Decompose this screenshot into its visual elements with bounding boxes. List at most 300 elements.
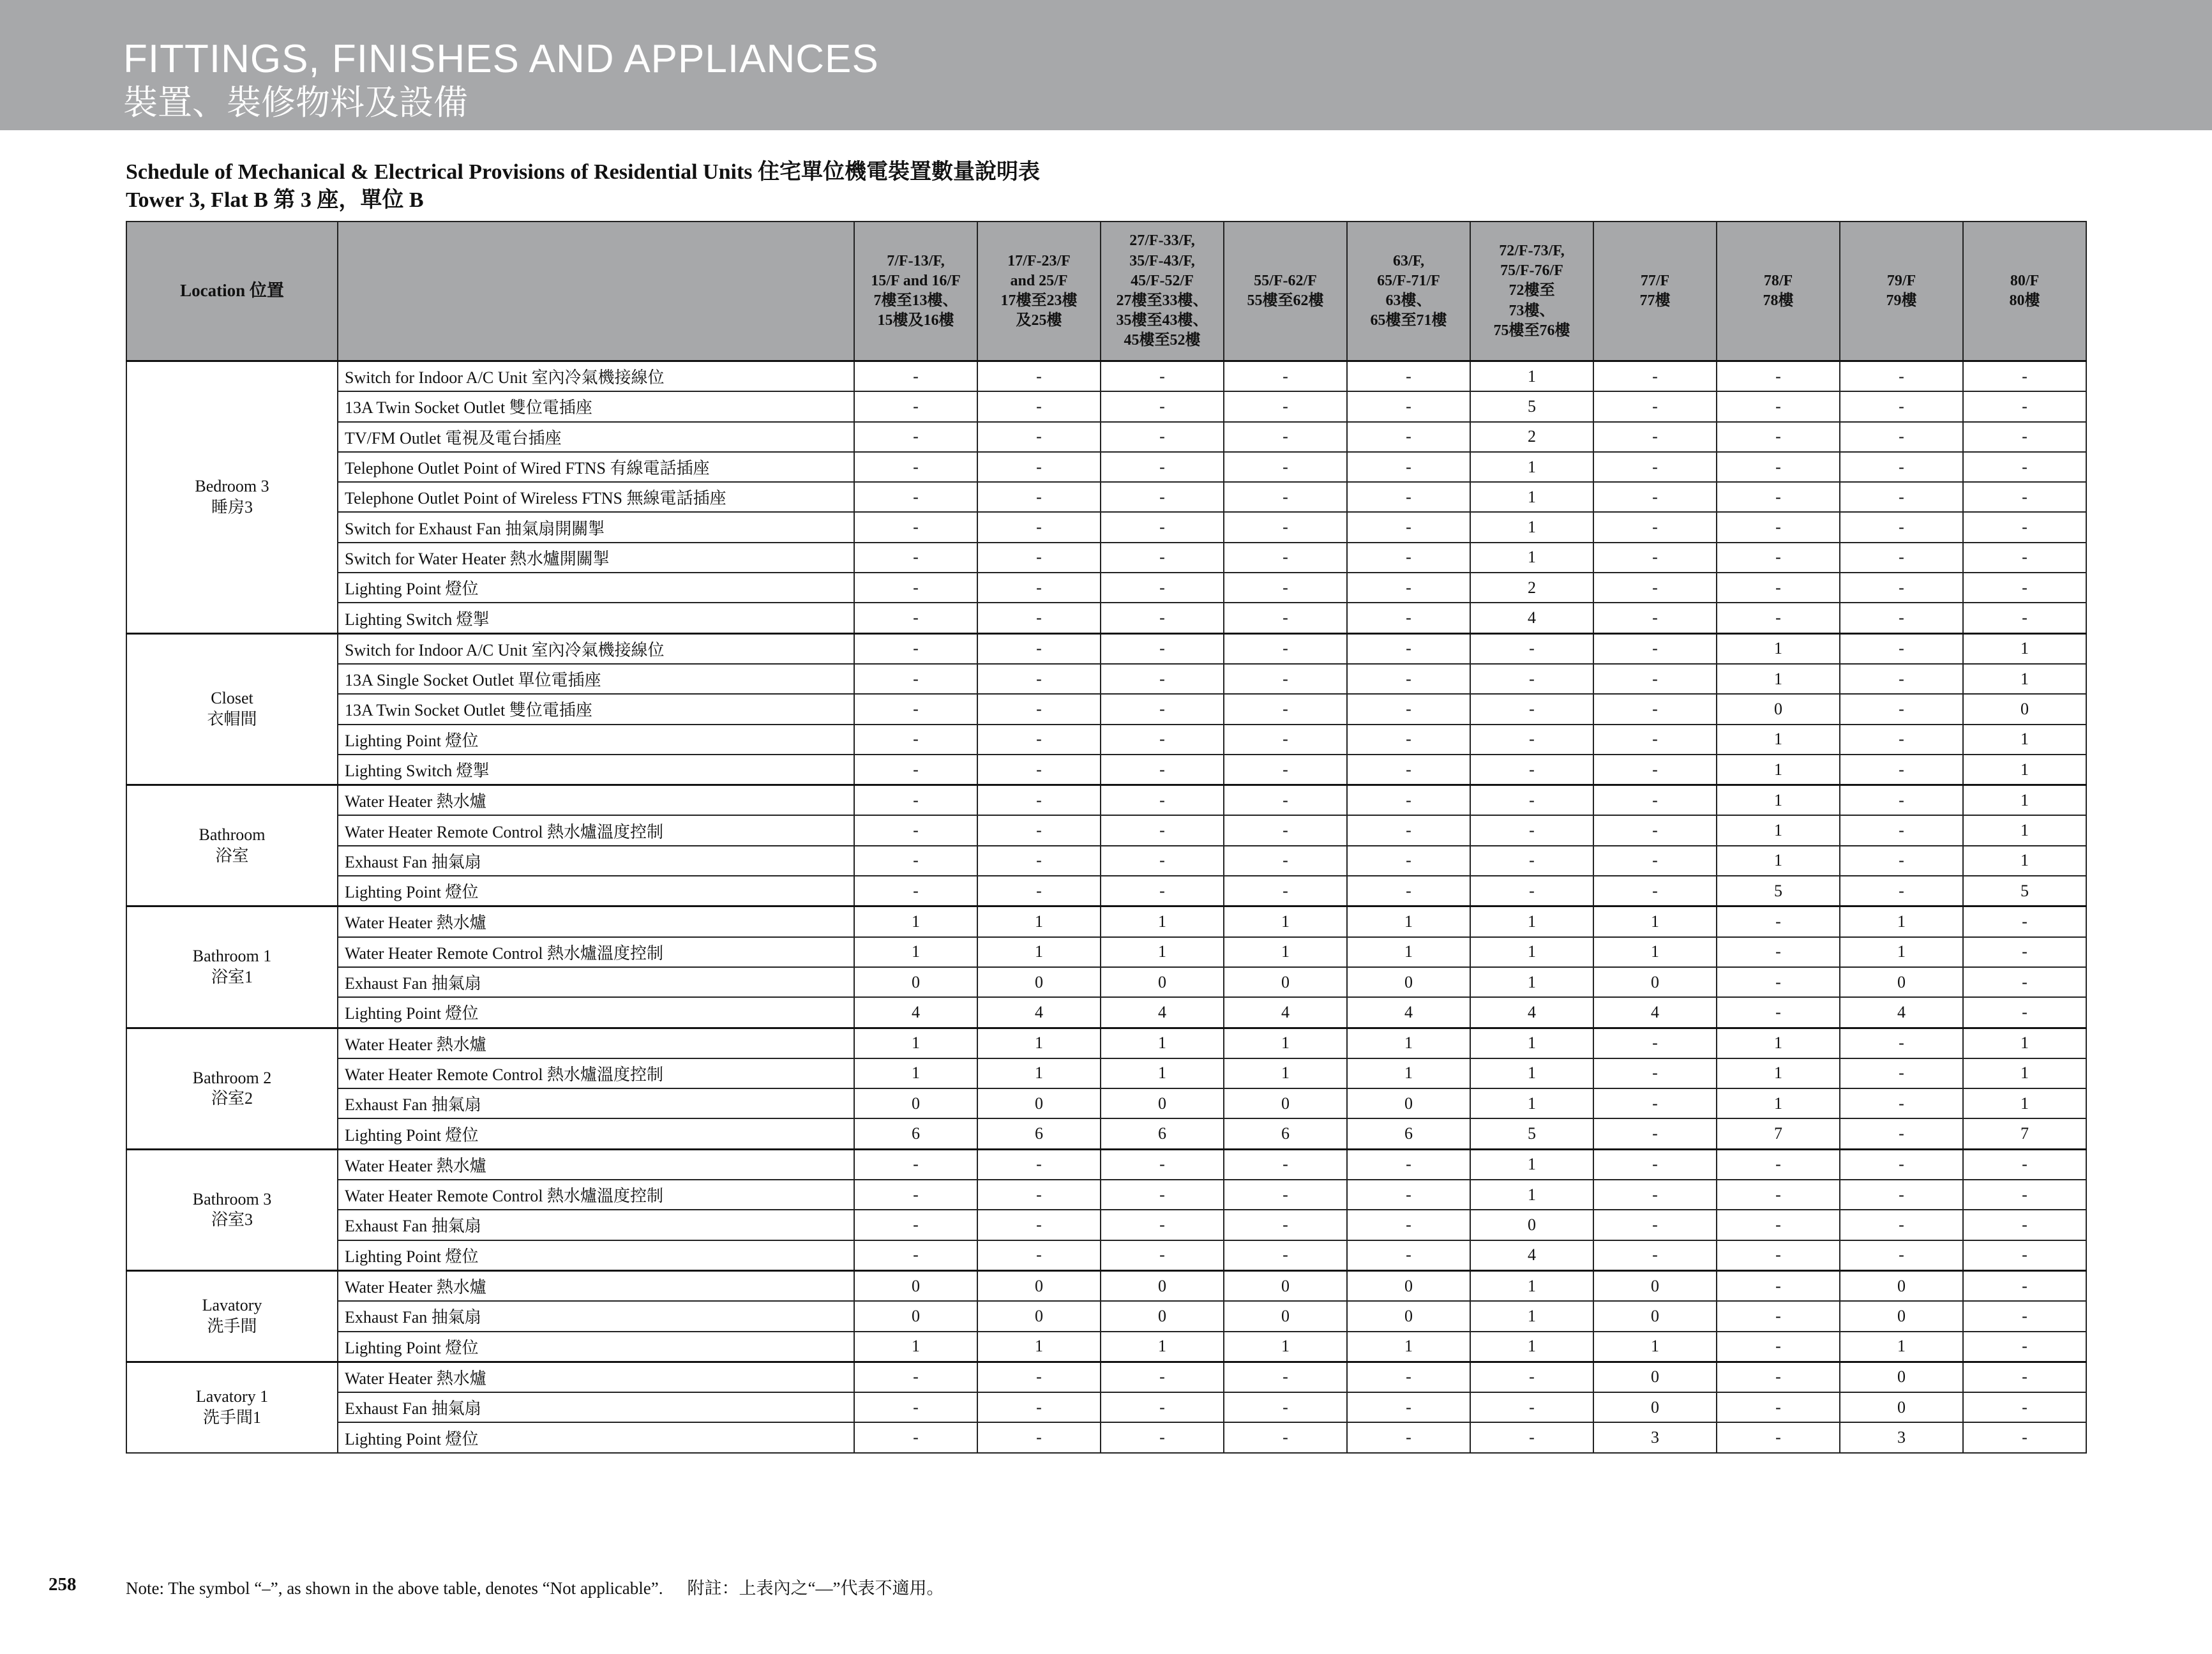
- room-label-line: Bedroom 3: [195, 477, 269, 496]
- quantity-cell: -: [1717, 482, 1840, 512]
- quantity-cell: 1: [1717, 1028, 1840, 1058]
- quantity-cell: -: [1963, 997, 2086, 1028]
- quantity-cell: 4: [1470, 603, 1593, 633]
- floor-header-line: 7/F-13/F,: [887, 252, 945, 269]
- quantity-cell: -: [1347, 1392, 1470, 1422]
- quantity-cell: 1: [977, 1058, 1101, 1088]
- provision-item-cell: Water Heater Remote Control 熱水爐溫度控制: [338, 1180, 854, 1210]
- provision-item-cell: Lighting Point 燈位: [338, 725, 854, 755]
- quantity-cell: -: [1593, 482, 1717, 512]
- floor-header-line: 17樓至23樓: [1000, 292, 1078, 309]
- quantity-cell: 1: [977, 1332, 1101, 1362]
- quantity-cell: -: [1840, 725, 1963, 755]
- floor-header-line: 75/F-76/F: [1500, 262, 1563, 280]
- quantity-cell: -: [1840, 573, 1963, 603]
- quantity-cell: 0: [1470, 1210, 1593, 1240]
- quantity-cell: -: [1963, 422, 2086, 452]
- provision-item-cell: Water Heater Remote Control 熱水爐溫度控制: [338, 937, 854, 967]
- provision-item-cell: Exhaust Fan 抽氣扇: [338, 1301, 854, 1331]
- quantity-cell: -: [1470, 1362, 1593, 1392]
- quantity-cell: 1: [1101, 1058, 1224, 1088]
- quantity-cell: -: [854, 633, 977, 664]
- quantity-cell: -: [1717, 1180, 1840, 1210]
- quantity-cell: -: [1840, 1149, 1963, 1180]
- quantity-cell: -: [854, 664, 977, 694]
- table-row: [126, 1301, 2086, 1331]
- floor-header-line: 63樓、: [1385, 292, 1432, 309]
- quantity-cell: -: [1101, 1180, 1224, 1210]
- footnote: [126, 1574, 944, 1599]
- quantity-cell: 1: [1963, 1058, 2086, 1088]
- quantity-cell: -: [1347, 1149, 1470, 1180]
- room-label-line: 浴室2: [211, 1089, 253, 1108]
- room-label-line: Lavatory: [202, 1296, 262, 1315]
- provision-item-cell: Water Heater Remote Control 熱水爐溫度控制: [338, 1058, 854, 1088]
- quantity-cell: -: [854, 694, 977, 724]
- floor-header-line: and 25/F: [1010, 272, 1068, 289]
- provision-item-cell: Switch for Indoor A/C Unit 室內冷氣機接線位: [338, 633, 854, 664]
- quantity-cell: 1: [1717, 633, 1840, 664]
- provision-item-cell: Exhaust Fan 抽氣扇: [338, 846, 854, 876]
- quantity-cell: -: [1840, 664, 1963, 694]
- quantity-cell: -: [1470, 1392, 1593, 1422]
- quantity-cell: 1: [1963, 785, 2086, 816]
- room-cell: [126, 1270, 338, 1362]
- table-row: [126, 1088, 2086, 1118]
- quantity-cell: 0: [1593, 1301, 1717, 1331]
- floor-column-header: [1347, 222, 1470, 361]
- room-label-line: 浴室3: [211, 1210, 253, 1229]
- quantity-cell: -: [1347, 452, 1470, 482]
- table-row: [126, 1210, 2086, 1240]
- quantity-cell: 0: [1347, 1088, 1470, 1118]
- table-row: [126, 482, 2086, 512]
- quantity-cell: 0: [854, 1301, 977, 1331]
- quantity-cell: -: [1101, 633, 1224, 664]
- provision-item-cell: Water Heater 熱水爐: [338, 1270, 854, 1301]
- quantity-cell: -: [1717, 603, 1840, 633]
- quantity-cell: -: [1717, 1210, 1840, 1240]
- quantity-cell: -: [977, 785, 1101, 816]
- quantity-cell: -: [1224, 1149, 1347, 1180]
- quantity-cell: -: [1224, 633, 1347, 664]
- quantity-cell: -: [1717, 391, 1840, 421]
- quantity-cell: -: [1963, 1149, 2086, 1180]
- room-label-line: 浴室1: [211, 967, 253, 986]
- quantity-cell: -: [1347, 543, 1470, 573]
- schedule-title: Schedule of Mechanical & Electrical Provisions of Residential Units 住宅單位機電裝置數量說明表: [126, 160, 1041, 184]
- quantity-cell: -: [1224, 1362, 1347, 1392]
- floor-header-line: 65樓至71樓: [1370, 312, 1447, 329]
- quantity-cell: -: [977, 603, 1101, 633]
- quantity-cell: 1: [1470, 1088, 1593, 1118]
- quantity-cell: -: [1593, 1240, 1717, 1271]
- floor-header-line: 65/F-71/F: [1377, 272, 1440, 289]
- quantity-cell: 0: [1101, 967, 1224, 997]
- quantity-cell: -: [1224, 876, 1347, 906]
- quantity-cell: 0: [1593, 1392, 1717, 1422]
- quantity-cell: -: [1717, 1301, 1840, 1331]
- floor-header-line: 78/F: [1763, 272, 1793, 289]
- quantity-cell: -: [1840, 543, 1963, 573]
- quantity-cell: 4: [1593, 997, 1717, 1028]
- quantity-cell: -: [1717, 361, 1840, 392]
- floor-column-header: [1224, 222, 1347, 361]
- quantity-cell: -: [1470, 694, 1593, 724]
- quantity-cell: -: [1470, 1422, 1593, 1452]
- quantity-cell: -: [1963, 1332, 2086, 1362]
- provision-item-cell: Lighting Point 燈位: [338, 1332, 854, 1362]
- quantity-cell: -: [1224, 725, 1347, 755]
- quantity-cell: -: [1717, 1362, 1840, 1392]
- quantity-cell: 4: [1470, 1240, 1593, 1271]
- provision-item-cell: Water Heater 熱水爐: [338, 1028, 854, 1058]
- quantity-cell: -: [1593, 512, 1717, 542]
- quantity-cell: 0: [1840, 1301, 1963, 1331]
- quantity-cell: 1: [1470, 361, 1593, 392]
- footnote-zh: 附註：上表內之“—”代表不適用。: [687, 1579, 944, 1598]
- quantity-cell: 0: [977, 1270, 1101, 1301]
- quantity-cell: -: [854, 1392, 977, 1422]
- table-row: [126, 573, 2086, 603]
- table-row: [126, 1149, 2086, 1180]
- quantity-cell: -: [1347, 361, 1470, 392]
- quantity-cell: -: [1101, 391, 1224, 421]
- table-row: [126, 543, 2086, 573]
- quantity-cell: -: [1840, 694, 1963, 724]
- quantity-cell: -: [1963, 906, 2086, 937]
- quantity-cell: 0: [1224, 1301, 1347, 1331]
- quantity-cell: -: [1224, 755, 1347, 785]
- room-label-line: 洗手間: [207, 1316, 257, 1335]
- quantity-cell: -: [1470, 846, 1593, 876]
- provision-item-cell: Exhaust Fan 抽氣扇: [338, 1088, 854, 1118]
- quantity-cell: 1: [1963, 1028, 2086, 1058]
- quantity-cell: 6: [1347, 1118, 1470, 1149]
- quantity-cell: -: [1717, 997, 1840, 1028]
- banner-title-en: FITTINGS, FINISHES AND APPLIANCES: [123, 37, 879, 81]
- floor-header-line: 27樓至33樓、: [1116, 292, 1208, 309]
- quantity-cell: 0: [1593, 967, 1717, 997]
- quantity-cell: -: [1101, 1149, 1224, 1180]
- floor-header-line: 80/F: [2010, 272, 2040, 289]
- quantity-cell: 4: [977, 997, 1101, 1028]
- floor-header-line: 35/F-43/F,: [1129, 252, 1195, 269]
- room-cell: [126, 633, 338, 785]
- quantity-cell: -: [1470, 815, 1593, 845]
- quantity-cell: 1: [1963, 815, 2086, 845]
- quantity-cell: -: [854, 755, 977, 785]
- provision-item-cell: 13A Single Socket Outlet 單位電插座: [338, 664, 854, 694]
- quantity-cell: -: [977, 1362, 1101, 1392]
- quantity-cell: -: [854, 361, 977, 392]
- quantity-cell: 1: [1963, 725, 2086, 755]
- quantity-cell: -: [977, 1392, 1101, 1422]
- quantity-cell: -: [1347, 1422, 1470, 1452]
- room-cell: [126, 1028, 338, 1149]
- quantity-cell: 1: [1717, 1088, 1840, 1118]
- floor-header-line: 27/F-33/F,: [1129, 232, 1195, 250]
- floor-header-line: 72/F-73/F,: [1499, 243, 1565, 260]
- quantity-cell: -: [977, 543, 1101, 573]
- quantity-cell: -: [977, 633, 1101, 664]
- floor-column-header: [1717, 222, 1840, 361]
- quantity-cell: -: [1224, 846, 1347, 876]
- quantity-cell: 1: [854, 1028, 977, 1058]
- quantity-cell: -: [1224, 512, 1347, 542]
- quantity-cell: 1: [1347, 1028, 1470, 1058]
- quantity-cell: 1: [1470, 482, 1593, 512]
- quantity-cell: 1: [1224, 1028, 1347, 1058]
- quantity-cell: 0: [854, 967, 977, 997]
- quantity-cell: 4: [1470, 997, 1593, 1028]
- quantity-cell: -: [1224, 1210, 1347, 1240]
- provision-item-cell: Switch for Indoor A/C Unit 室內冷氣機接線位: [338, 361, 854, 392]
- quantity-cell: -: [1717, 1422, 1840, 1452]
- quantity-cell: -: [1840, 1118, 1963, 1149]
- quantity-cell: -: [854, 1362, 977, 1392]
- provision-item-cell: Lighting Point 燈位: [338, 1422, 854, 1452]
- quantity-cell: 6: [1224, 1118, 1347, 1149]
- quantity-cell: -: [1593, 452, 1717, 482]
- quantity-cell: -: [854, 815, 977, 845]
- table-row: [126, 452, 2086, 482]
- table-row: [126, 755, 2086, 785]
- quantity-cell: 4: [854, 997, 977, 1028]
- quantity-cell: -: [1840, 755, 1963, 785]
- provision-item-cell: Water Heater Remote Control 熱水爐溫度控制: [338, 815, 854, 845]
- room-label-line: Lavatory 1: [195, 1387, 269, 1406]
- quantity-cell: 0: [977, 1088, 1101, 1118]
- quantity-cell: -: [854, 573, 977, 603]
- table-row: [126, 1422, 2086, 1452]
- floor-column-header: [854, 222, 977, 361]
- quantity-cell: -: [1593, 361, 1717, 392]
- quantity-cell: -: [1224, 422, 1347, 452]
- quantity-cell: 1: [854, 1332, 977, 1362]
- provision-item-cell: Lighting Point 燈位: [338, 1118, 854, 1149]
- quantity-cell: 0: [1840, 1362, 1963, 1392]
- quantity-cell: 1: [1717, 815, 1840, 845]
- quantity-cell: -: [1963, 967, 2086, 997]
- quantity-cell: 5: [1963, 876, 2086, 906]
- quantity-cell: 1: [1717, 664, 1840, 694]
- provision-item-cell: 13A Twin Socket Outlet 雙位電插座: [338, 694, 854, 724]
- quantity-cell: -: [1840, 846, 1963, 876]
- location-header: Location 位置: [126, 222, 338, 361]
- quantity-cell: -: [1840, 1210, 1963, 1240]
- quantity-cell: 6: [854, 1118, 977, 1149]
- quantity-cell: -: [1470, 725, 1593, 755]
- quantity-cell: -: [1963, 482, 2086, 512]
- quantity-cell: -: [854, 1422, 977, 1452]
- quantity-cell: -: [854, 422, 977, 452]
- quantity-cell: 1: [1470, 1149, 1593, 1180]
- quantity-cell: 0: [854, 1270, 977, 1301]
- quantity-cell: 1: [1717, 725, 1840, 755]
- quantity-cell: -: [1593, 1118, 1717, 1149]
- quantity-cell: -: [1101, 755, 1224, 785]
- quantity-cell: 0: [1717, 694, 1840, 724]
- quantity-cell: 1: [1717, 755, 1840, 785]
- quantity-cell: 0: [977, 967, 1101, 997]
- quantity-cell: 2: [1470, 422, 1593, 452]
- floor-header-line: 80樓: [2009, 292, 2040, 309]
- table-row: [126, 1058, 2086, 1088]
- quantity-cell: -: [1470, 785, 1593, 816]
- room-cell: [126, 361, 338, 634]
- quantity-cell: -: [1101, 543, 1224, 573]
- quantity-cell: 1: [1470, 937, 1593, 967]
- quantity-cell: 1: [1840, 1332, 1963, 1362]
- quantity-cell: -: [1101, 1210, 1224, 1240]
- quantity-cell: -: [1593, 1180, 1717, 1210]
- quantity-cell: 1: [977, 1028, 1101, 1058]
- quantity-cell: -: [1963, 937, 2086, 967]
- provision-item-cell: Water Heater 熱水爐: [338, 785, 854, 816]
- quantity-cell: -: [977, 815, 1101, 845]
- provision-item-cell: Telephone Outlet Point of Wired FTNS 有線電話插座: [338, 452, 854, 482]
- quantity-cell: 0: [854, 1088, 977, 1118]
- page-number: 258: [49, 1574, 77, 1595]
- provisions-table: [126, 221, 2087, 1454]
- quantity-cell: 1: [1593, 1332, 1717, 1362]
- quantity-cell: -: [977, 573, 1101, 603]
- quantity-cell: 1: [1470, 543, 1593, 573]
- table-row: [126, 725, 2086, 755]
- quantity-cell: 4: [1840, 997, 1963, 1028]
- floor-header-line: 77/F: [1640, 272, 1670, 289]
- quantity-cell: -: [1593, 785, 1717, 816]
- quantity-cell: -: [854, 452, 977, 482]
- quantity-cell: 6: [977, 1118, 1101, 1149]
- quantity-cell: 1: [1717, 785, 1840, 816]
- schedule-heading: [126, 158, 1040, 214]
- quantity-cell: 1: [977, 937, 1101, 967]
- quantity-cell: -: [977, 755, 1101, 785]
- table-row: [126, 1028, 2086, 1058]
- quantity-cell: -: [1717, 906, 1840, 937]
- quantity-cell: -: [1224, 603, 1347, 633]
- quantity-cell: -: [1963, 603, 2086, 633]
- table-row: [126, 967, 2086, 997]
- quantity-cell: 1: [1840, 906, 1963, 937]
- quantity-cell: -: [854, 876, 977, 906]
- quantity-cell: -: [1593, 1088, 1717, 1118]
- quantity-cell: 1: [854, 937, 977, 967]
- quantity-cell: -: [1101, 876, 1224, 906]
- table-row: [126, 1332, 2086, 1362]
- quantity-cell: -: [1101, 482, 1224, 512]
- quantity-cell: -: [1963, 452, 2086, 482]
- quantity-cell: -: [1470, 633, 1593, 664]
- quantity-cell: -: [1347, 1210, 1470, 1240]
- quantity-cell: 1: [1963, 755, 2086, 785]
- quantity-cell: -: [1101, 785, 1224, 816]
- quantity-cell: 0: [1101, 1088, 1224, 1118]
- quantity-cell: -: [1963, 1210, 2086, 1240]
- quantity-cell: -: [1963, 573, 2086, 603]
- quantity-cell: -: [1347, 785, 1470, 816]
- quantity-cell: 1: [1717, 1058, 1840, 1088]
- room-label-line: Bathroom 3: [192, 1189, 272, 1208]
- quantity-cell: -: [977, 482, 1101, 512]
- quantity-cell: 5: [1717, 876, 1840, 906]
- section-banner: [0, 0, 2212, 130]
- quantity-cell: 1: [854, 1058, 977, 1088]
- table-row: [126, 1362, 2086, 1392]
- quantity-cell: -: [977, 876, 1101, 906]
- floor-header-line: 及25樓: [1016, 312, 1062, 329]
- quantity-cell: -: [1963, 512, 2086, 542]
- quantity-cell: -: [1101, 1392, 1224, 1422]
- quantity-cell: 0: [1101, 1270, 1224, 1301]
- quantity-cell: -: [1224, 361, 1347, 392]
- quantity-cell: -: [1840, 785, 1963, 816]
- provision-item-cell: Exhaust Fan 抽氣扇: [338, 1210, 854, 1240]
- quantity-cell: -: [1963, 1240, 2086, 1271]
- quantity-cell: -: [1593, 876, 1717, 906]
- floor-header-line: 45/F-52/F: [1131, 272, 1194, 289]
- quantity-cell: -: [977, 1149, 1101, 1180]
- quantity-cell: 0: [1347, 967, 1470, 997]
- quantity-cell: -: [1470, 876, 1593, 906]
- quantity-cell: -: [1717, 543, 1840, 573]
- quantity-cell: -: [1840, 482, 1963, 512]
- quantity-cell: -: [854, 482, 977, 512]
- quantity-cell: 0: [1593, 1270, 1717, 1301]
- table-row: [126, 633, 2086, 664]
- provision-item-cell: Lighting Switch 燈掣: [338, 603, 854, 633]
- quantity-cell: 1: [1963, 1088, 2086, 1118]
- provision-item-cell: Lighting Point 燈位: [338, 876, 854, 906]
- floor-header-line: 63/F,: [1392, 252, 1425, 269]
- quantity-cell: -: [1101, 361, 1224, 392]
- quantity-cell: -: [1470, 755, 1593, 785]
- quantity-cell: 6: [1101, 1118, 1224, 1149]
- quantity-cell: -: [1593, 694, 1717, 724]
- quantity-cell: -: [1101, 1240, 1224, 1271]
- quantity-cell: -: [1347, 1240, 1470, 1271]
- quantity-cell: 5: [1470, 1118, 1593, 1149]
- quantity-cell: -: [1470, 664, 1593, 694]
- quantity-cell: -: [1593, 664, 1717, 694]
- quantity-cell: -: [1347, 664, 1470, 694]
- provision-item-cell: Water Heater 熱水爐: [338, 906, 854, 937]
- quantity-cell: -: [1593, 422, 1717, 452]
- quantity-cell: -: [1593, 1149, 1717, 1180]
- room-label-line: Closet: [211, 689, 253, 708]
- quantity-cell: -: [854, 391, 977, 421]
- quantity-cell: -: [1101, 573, 1224, 603]
- floor-column-header: [1101, 222, 1224, 361]
- floor-header-line: 17/F-23/F: [1007, 252, 1071, 269]
- floor-header-line: 55樓至62樓: [1247, 292, 1324, 309]
- quantity-cell: -: [854, 846, 977, 876]
- quantity-cell: -: [854, 512, 977, 542]
- quantity-cell: -: [1593, 573, 1717, 603]
- quantity-cell: 1: [1101, 1028, 1224, 1058]
- quantity-cell: 1: [1470, 1180, 1593, 1210]
- quantity-cell: -: [1840, 1028, 1963, 1058]
- quantity-cell: -: [1593, 1210, 1717, 1240]
- quantity-cell: 4: [1101, 997, 1224, 1028]
- quantity-cell: -: [854, 1149, 977, 1180]
- quantity-cell: -: [1347, 482, 1470, 512]
- quantity-cell: 1: [1470, 1270, 1593, 1301]
- quantity-cell: -: [1717, 422, 1840, 452]
- quantity-cell: -: [1101, 664, 1224, 694]
